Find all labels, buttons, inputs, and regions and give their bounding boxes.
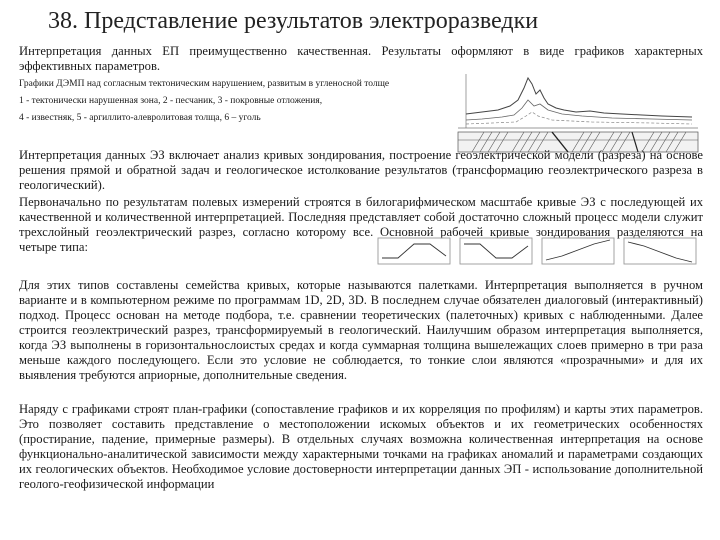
paragraph-plan-graphs: Наряду с графиками строят план-графики (сопоставление графиков и их корреляция по профилям) и карты этих параметров. Это позволяет составить представление о местоположении искомых объектов и их геометрических особенностях (простирание, падение, примерные размеры). В отдельных случаях возможна количественная интерпретация на основе функционально-аналитической зависимости между характерными точками на графиках аномалий и параметрами создающих их геологических объектов. Необходимое условие достоверности интерпретации данных ЭП - использование дополнительной геолого-геофизической информации: [19, 402, 703, 491]
paragraph-initial-processing: Первоначально по результатам полевых измерений строятся в билогарифмическом масштабе кривые ЭЗ с последующей их качественной и количественной интерпретацией. Последняя представляет собой достаточно сложный процесс модели служит трехслойный геоэлектрический разрез, согласно которому все. Основной рабочей кривые зондирования разделяются на четыре типа:: [19, 195, 703, 254]
demp-graph-figure: [452, 70, 704, 156]
slide-title: 38. Представление результатов электроразведки: [48, 8, 539, 34]
paragraph-interpretation-ez: Интерпретация данных ЭЗ включает анализ кривых зондирования, построение геоэлектрической модели (разреза) на основе решения прямой и обратной задач и геологическое истолкование результатов (трансформацию геоэлектрического разреза в геологический).: [19, 148, 703, 192]
figure-caption-title: Графики ДЭМП над согласным тектоническим нарушением, развитым в угленосной толще: [19, 79, 390, 89]
figure-caption-legend-1: 1 - тектонически нарушенная зона, 2 - песчаник, 3 - покровные отложения,: [19, 96, 323, 106]
sounding-curve-types: [376, 236, 704, 266]
intro-paragraph: Интерпретация данных ЕП преимущественно качественная. Результаты оформляют в виде графиков характерных эффективных параметров.: [19, 44, 703, 73]
paragraph-palettes: Для этих типов составлены семейства кривых, которые называются палетками. Интерпретация выполняется в ручном варианте и в компьютерном режиме по программам 1D, 2D, 3D. В последнем случае обязателен диалоговый (интерактивный) подход. Процесс основан на методе подбора, т.е. сравнении теоретических (палеточных) кривых с наблюденными. Далее строится геоэлектрический разрез, трансформируемый в геологический. Наилучшим образом интерпретация выполняется, когда ЭЗ выполнены в горизонтальнослоистых средах и когда суммарная толщина вышележащих слоев примерно в три раза меньше каждого последующего. Если это условие не соблюдается, то тонкие слои являются «прозрачными» и для их выявления требуются априорные, дополнительные сведения.: [19, 278, 703, 382]
demp-graph: [452, 70, 704, 156]
figure-caption-legend-2: 4 - известняк, 5 - аргиллито-алевролитовая толща, 6 – уголь: [19, 113, 261, 123]
sounding-curves-figure: [376, 236, 704, 266]
